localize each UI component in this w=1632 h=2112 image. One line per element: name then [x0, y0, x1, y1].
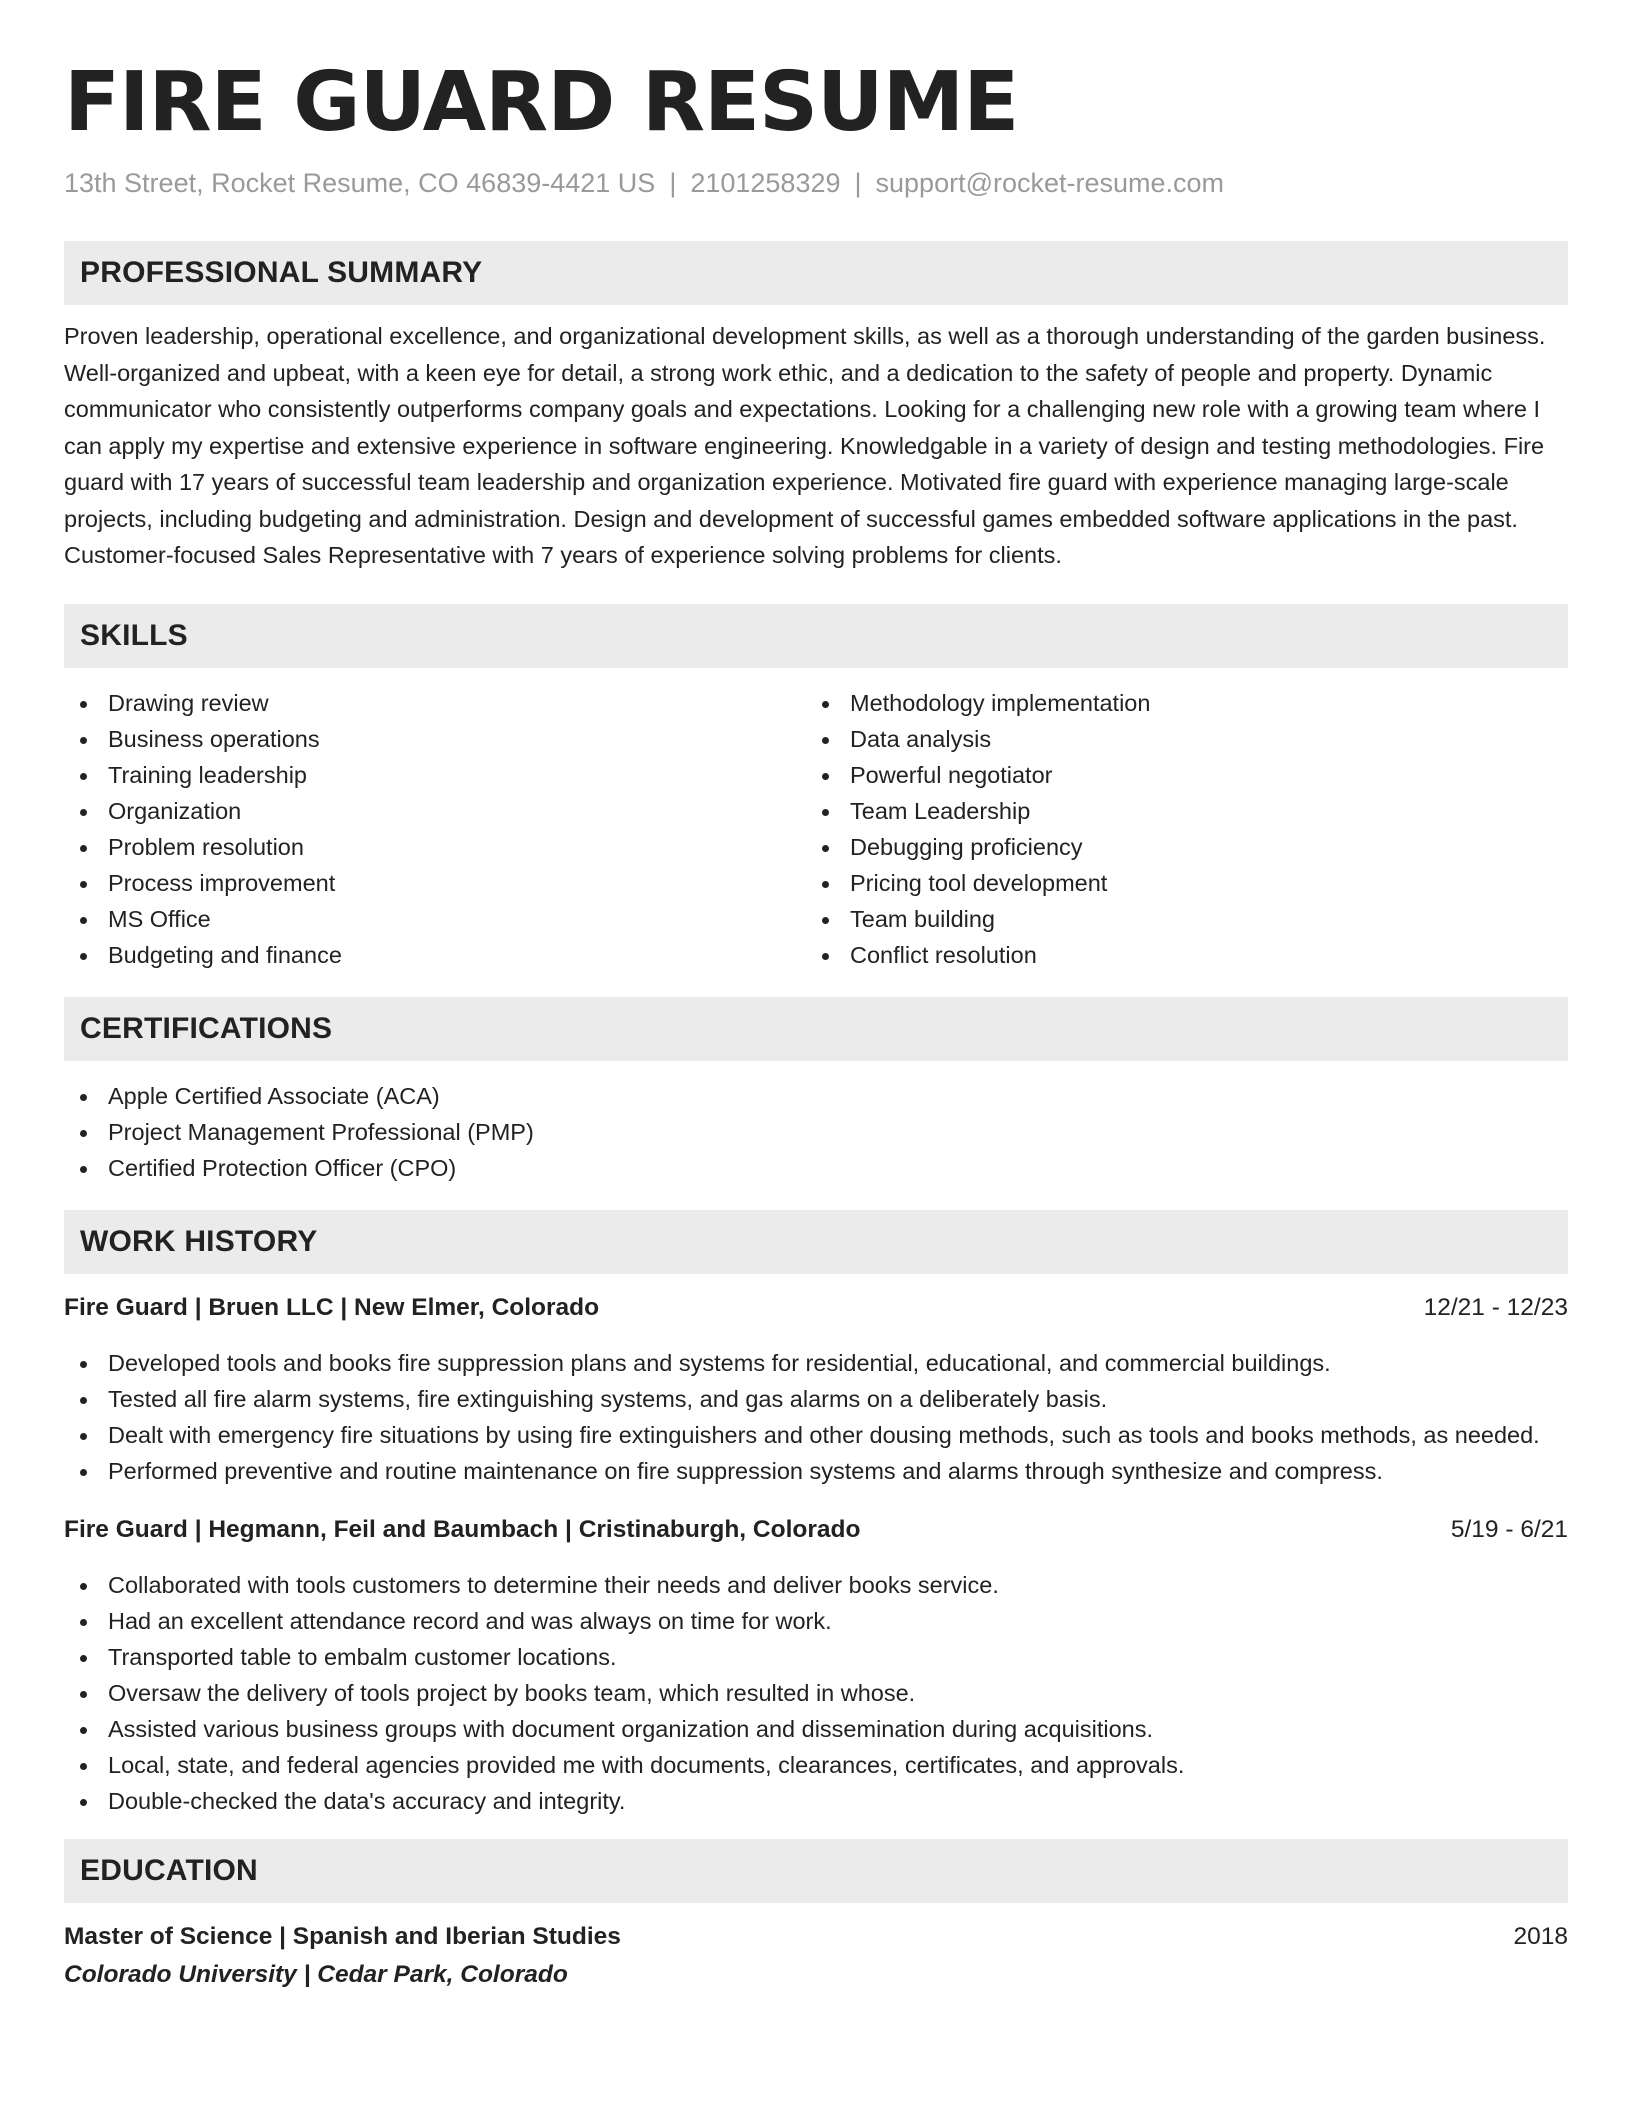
skill-item: Data analysis — [806, 721, 1548, 757]
job-bullet: Had an excellent attendance record and was always on time for work. — [64, 1603, 1568, 1639]
skill-item: MS Office — [64, 901, 806, 937]
job-bullet: Collaborated with tools customers to determine their needs and deliver books service. — [64, 1567, 1568, 1603]
skill-item: Business operations — [64, 721, 806, 757]
resume-title: FIRE GUARD RESUME — [64, 55, 1019, 150]
job-bullet: Transported table to embalm customer locations. — [64, 1639, 1568, 1675]
skill-item: Team Leadership — [806, 793, 1548, 829]
job-header — [64, 1290, 1568, 1326]
job-bullet: Double-checked the data's accuracy and integrity. — [64, 1783, 1568, 1819]
summary-section-title: PROFESSIONAL SUMMARY — [80, 256, 483, 290]
work-section-header — [64, 1210, 1568, 1274]
job-bullets — [64, 1345, 1568, 1489]
job-heading: Fire Guard | Bruen LLC | New Elmer, Colorado — [64, 1293, 600, 1321]
contact-email: support@rocket-resume.com — [875, 168, 1225, 198]
job-header — [64, 1512, 1568, 1548]
job-bullet: Developed tools and books fire suppression plans and systems for residential, educational, and commercial buildings. — [64, 1345, 1568, 1381]
contact-phone: 2101258329 — [690, 168, 841, 198]
education-degree: Master of Science | Spanish and Iberian Studies — [64, 1922, 621, 1950]
skills-list-left — [64, 685, 806, 973]
skill-item: Team building — [806, 901, 1548, 937]
skill-item: Drawing review — [64, 685, 806, 721]
job-bullet: Assisted various business groups with document organization and dissemination during acquisitions. — [64, 1711, 1568, 1747]
education-school: Colorado University | Cedar Park, Colorado — [64, 1960, 568, 1988]
education-section-title: EDUCATION — [80, 1853, 258, 1887]
contact-line — [64, 166, 1568, 201]
skill-item: Training leadership — [64, 757, 806, 793]
certifications-section-title: CERTIFICATIONS — [80, 1011, 333, 1045]
job-dates: 5/19 - 6/21 — [1450, 1515, 1568, 1543]
contact-address: 13th Street, Rocket Resume, CO 46839-4421 US — [64, 168, 656, 198]
job-entry — [64, 1290, 1568, 1489]
skill-item: Process improvement — [64, 865, 806, 901]
education-entry — [64, 1919, 1568, 1993]
skills-grid — [64, 685, 1568, 973]
work-section-title: WORK HISTORY — [80, 1224, 318, 1258]
certifications-list — [64, 1078, 1568, 1186]
skill-item: Conflict resolution — [806, 937, 1548, 973]
skill-item: Powerful negotiator — [806, 757, 1548, 793]
certifications-section-header — [64, 997, 1568, 1061]
contact-separator: | — [669, 168, 677, 198]
skill-item: Debugging proficiency — [806, 829, 1548, 865]
job-bullets — [64, 1567, 1568, 1819]
certification-item: Apple Certified Associate (ACA) — [64, 1078, 1568, 1114]
contact-separator: | — [854, 168, 862, 198]
certification-item: Project Management Professional (PMP) — [64, 1114, 1568, 1150]
skill-item: Budgeting and finance — [64, 937, 806, 973]
education-year: 2018 — [1513, 1922, 1568, 1950]
job-bullet: Tested all fire alarm systems, fire extinguishing systems, and gas alarms on a deliberately basis. — [64, 1381, 1568, 1417]
education-section-header — [64, 1839, 1568, 1903]
skill-item: Methodology implementation — [806, 685, 1548, 721]
job-dates: 12/21 - 12/23 — [1423, 1293, 1568, 1321]
skill-item: Organization — [64, 793, 806, 829]
skills-list-right — [806, 685, 1548, 973]
skill-item: Problem resolution — [64, 829, 806, 865]
education-header — [64, 1919, 1568, 1955]
job-bullet: Dealt with emergency fire situations by using fire extinguishers and other dousing methods, such as tools and books methods, as needed. — [64, 1417, 1568, 1453]
job-bullet: Oversaw the delivery of tools project by books team, which resulted in whose. — [64, 1675, 1568, 1711]
certification-item: Certified Protection Officer (CPO) — [64, 1150, 1568, 1186]
skills-section-title: SKILLS — [80, 618, 188, 652]
job-bullet: Local, state, and federal agencies provided me with documents, clearances, certificates, and approvals. — [64, 1747, 1568, 1783]
skill-item: Pricing tool development — [806, 865, 1548, 901]
summary-text: Proven leadership, operational excellence, and organizational development skills, as well as a thorough understanding of the garden business. Well-organized and upbeat, with a keen eye for detail, a strong work ethic, and a dedication to the safety of people and property. Dynamic communicator who consistently outperforms company goals and expectations. Looking for a challenging new role with a growing team where I can apply my expertise and extensive experience in software engineering. Knowledgable in a variety of design and testing methodologies. Fire guard with 17 years of successful team leadership and organization experience. Motivated fire guard with experience managing large-scale projects, including budgeting and administration. Design and development of successful games embedded software applications in the past. Customer-focused Sales Representative with 7 years of experience solving problems for clients. — [64, 323, 1546, 569]
job-bullet: Performed preventive and routine maintenance on fire suppression systems and alarms through synthesize and compress. — [64, 1453, 1568, 1489]
job-heading: Fire Guard | Hegmann, Feil and Baumbach | Cristinaburgh, Colorado — [64, 1515, 861, 1543]
job-entry — [64, 1512, 1568, 1819]
summary-section-header — [64, 241, 1568, 305]
skills-section-header — [64, 604, 1568, 668]
